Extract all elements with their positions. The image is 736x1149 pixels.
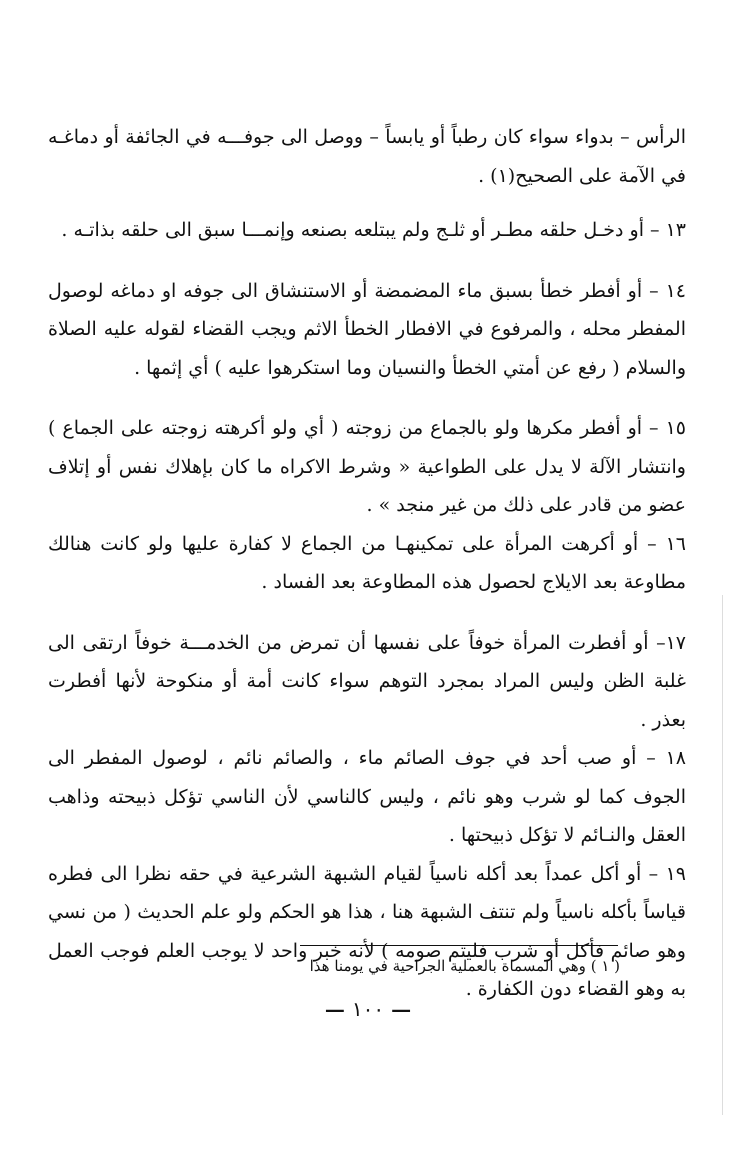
paragraph-3: ١٤ – أو أفطر خطأ بسبق ماء المضمضة أو الاستنشاق الى جوفه او دماغه لوصول المفطر محله ، والمرفوع في الافطار الخطأ الاثم ويجب القضاء لقوله عليه الصلاة والسلام ( رفع عن أمتي الخطأ والنسيان وما استكرهوا عليه ) أي إثمها . [48, 279, 686, 379]
paragraph-5: ١٦ – أو أكرهت المرأة على تمكينهـا من الجماع لا كفارة عليها ولو كانت هنالك مطاوعة بعد الايلاج لحصول هذه المطاوعة بعد الفساد . [48, 532, 686, 593]
page-number-value: ١٠٠ [351, 997, 385, 1021]
paragraph-7: ١٨ – أو صب أحد في جوف الصائم ماء ، والصائم نائم ، لوصول المفطر الى الجوف كما لو شرب وهو نائم ، وليس كالناسي لأن الناسي تؤكل ذبيحته وذاهب العقل والنـائم لا تؤكل ذبيحتها . [48, 747, 686, 846]
body-text [48, 118, 686, 1009]
page-number-dash-left: — [324, 997, 345, 1021]
page-number [0, 997, 736, 1021]
page-number-dash-right: — [391, 997, 412, 1021]
paragraph-8: ١٩ – أو أكل عمداً بعد أكله ناسياً لقيام الشبهة الشرعية في حقه نظرا الى فطره قياساً بأكله ناسياً ولم تنتف الشبهة هنا ، هذا هو الحكم ولو علم الحديث ( من نسي وهو صائم فأكل أو شرب فليتم صومه ) لأنه خبر واحد لا يوجب العلم فوجب العمل به وهو القضاء دون الكفارة . [48, 862, 686, 1000]
paragraph-1: الرأس – بدواء سواء كان رطباً أو يابساً – ووصل الى جوفـــه في الجائفة أو دماغـه في الآمة على الصحيح(١) . [48, 126, 686, 187]
paragraph-6: ١٧– أو أفطرت المرأة خوفاً على نفسها أن تمرض من الخدمـــة خوفاً ارتقى الى غلبة الظن وليس المراد بمجرد التوهم سواء كانت أمة أو منكوحة لأنها أفطرت بعذر . [48, 631, 686, 731]
paragraph-4: ١٥ – أو أفطر مكرها ولو بالجماع من زوجته ( أي ولو أكرهته زوجته على الجماع ) وانتشار الآلة لا يدل على الطواعية « وشرط الاكراه ما كان بإهلاك نفس أو إتلاف عضو من قادر على ذلك من غير منجد » . [48, 417, 686, 516]
paragraph-2: ١٣ – أو دخـل حلقه مطـر أو ثلـج ولم يبتلعه بصنعه وإنمـــا سبق الى حلقه بذاتـه . [61, 219, 686, 241]
footnote-divider [300, 945, 618, 946]
page-edge-line [722, 595, 723, 1115]
footnote: ( ١ ) وهي المسماة بالعملية الجراحية في يومنا هذا [309, 957, 620, 975]
